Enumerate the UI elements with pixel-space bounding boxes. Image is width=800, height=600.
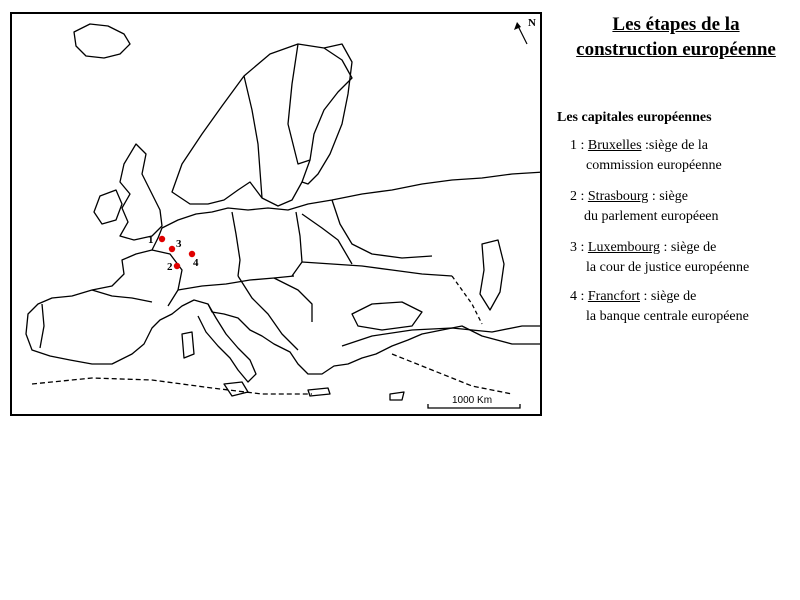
- marker-label-3: 3: [176, 238, 182, 250]
- legend-line2: la banque centrale européene: [586, 309, 749, 324]
- legend-num: 4: [570, 289, 577, 304]
- legend-num: 3: [570, 240, 577, 255]
- alps-border: [178, 276, 294, 290]
- title-line-2: construction européenne: [576, 39, 776, 60]
- legend-city: Bruxelles: [587, 138, 642, 153]
- iceland-outline: [74, 24, 130, 58]
- legend-item-brussels: 1 : Bruxelles :siège de la commission européenne: [570, 136, 722, 176]
- north-label: N: [528, 17, 536, 29]
- legend-num: 2: [570, 189, 577, 204]
- baltic-border: [302, 214, 352, 264]
- legend-city: Francfort: [587, 289, 640, 304]
- caspian-outline: [480, 240, 504, 310]
- scandinavia-outline: [172, 44, 352, 206]
- marker-label-2: 2: [167, 261, 173, 273]
- marker-brussels: [159, 236, 165, 242]
- legend-item-luxembourg: 3 : Luxembourg : siège de la cour de justice européenne: [570, 238, 749, 278]
- capital-markers: [148, 234, 199, 273]
- turkey-outline: [342, 326, 542, 346]
- russia-border: [332, 200, 432, 258]
- crete-outline: [308, 388, 330, 396]
- legend-line2: du parlement européeen: [584, 209, 719, 224]
- legend-city: Luxembourg: [587, 240, 660, 255]
- legend-line2: la cour de justice européenne: [586, 260, 750, 275]
- legend-item-frankfurt: 4 : Francfort : siège de la banque centrale européene: [570, 287, 749, 327]
- scale-label: 1000 Km: [452, 395, 493, 406]
- italy-outline: [198, 304, 256, 382]
- poland-east-border: [292, 212, 302, 276]
- middle-east-dashed-border: [392, 354, 512, 394]
- spain-france-border: [92, 290, 152, 302]
- marker-label-1: 1: [148, 234, 154, 246]
- cyprus-outline: [390, 392, 404, 400]
- russia-dashed-border: [452, 276, 482, 324]
- legend-text: : siège: [648, 189, 688, 204]
- legend-text: : siège de: [639, 289, 697, 304]
- ireland-outline: [94, 190, 122, 224]
- marker-luxembourg: [169, 246, 175, 252]
- france-germany-border: [152, 250, 182, 306]
- legend-item-strasbourg: 2 : Strasbourg : siège du parlement européeen: [570, 187, 719, 227]
- north-arrow-icon: [514, 17, 536, 44]
- germany-poland-border: [232, 212, 240, 276]
- britain-outline: [120, 144, 162, 240]
- legend-line2: commission européenne: [586, 158, 722, 173]
- sicily-outline: [224, 382, 248, 396]
- balkans-border: [238, 276, 298, 350]
- europe-map: [10, 12, 542, 416]
- continent-outline: [26, 172, 542, 374]
- north-africa-dashed-border: [32, 378, 312, 394]
- marker-label-4: 4: [193, 257, 199, 269]
- romania-border: [274, 278, 312, 322]
- legend-heading: Les capitales européennes: [557, 110, 712, 125]
- sweden-border: [244, 76, 262, 198]
- legend-text: : siège de: [659, 240, 717, 255]
- black-sea-outline: [352, 302, 422, 330]
- legend-num: 1: [570, 138, 577, 153]
- marker-strasbourg: [174, 263, 180, 269]
- ukraine-border: [302, 262, 452, 276]
- title-line-1: Les étapes de la: [612, 14, 740, 35]
- legend-city: Strasbourg: [587, 189, 649, 204]
- sardinia-outline: [182, 332, 194, 358]
- legend-text: :siège de la: [641, 138, 709, 153]
- finland-border: [288, 44, 310, 164]
- portugal-border: [40, 304, 44, 348]
- page-title: [560, 12, 792, 62]
- europe-outline-map: [12, 14, 542, 416]
- scale-bar: [428, 395, 520, 408]
